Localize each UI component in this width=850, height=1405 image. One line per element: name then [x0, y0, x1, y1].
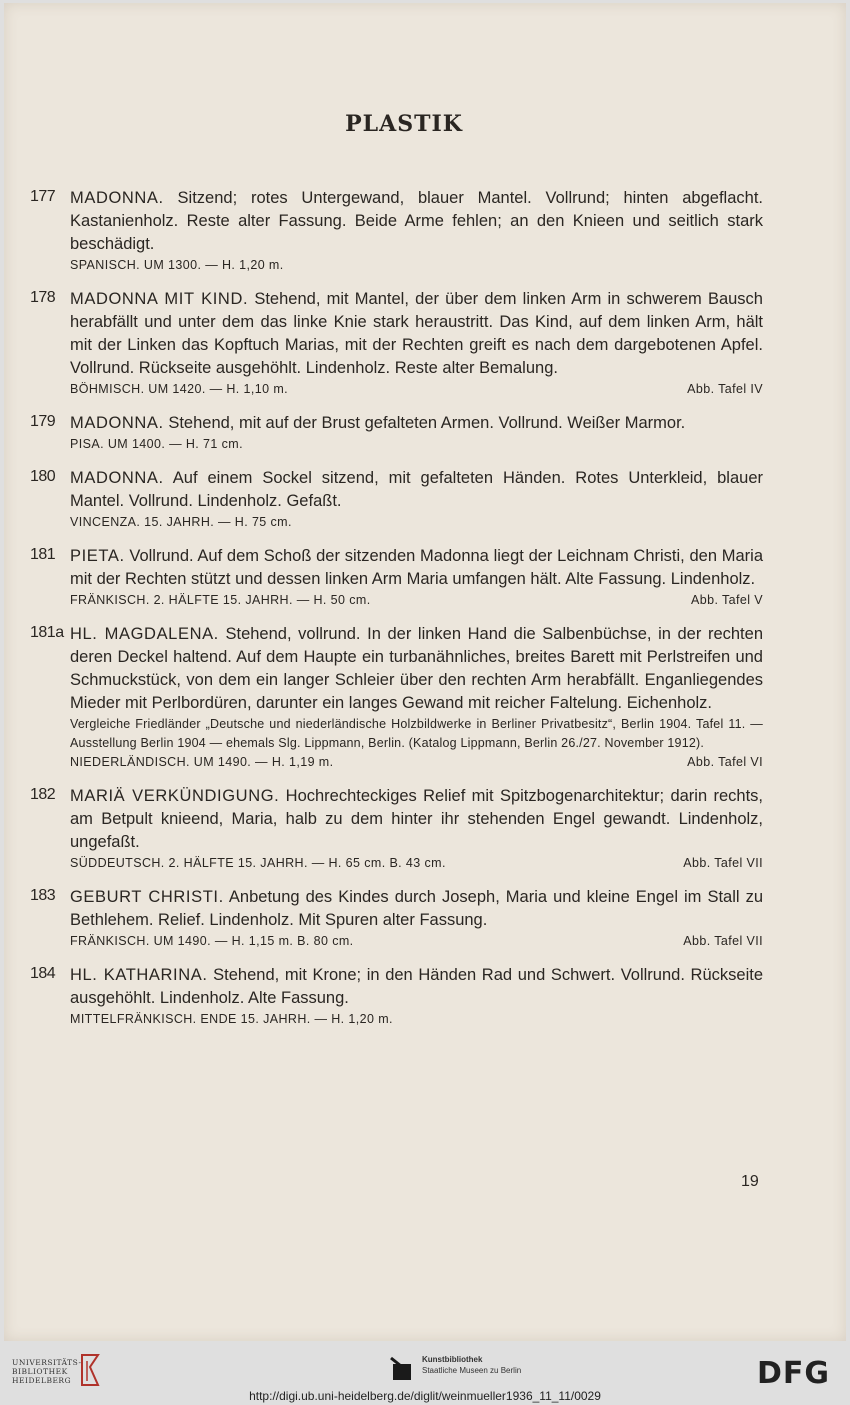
catalog-entry [30, 412, 763, 454]
entry-number: 184 [30, 965, 56, 982]
uni-logo-line: UNIVERSITÄTS- [12, 1358, 82, 1367]
uni-logo-line: BIBLIOTHEK [12, 1367, 68, 1376]
entry-origin: VINCENZA. 15. JAHRH. — H. 75 cm. [70, 515, 292, 529]
dfg-logo[interactable]: DFG [757, 1356, 831, 1391]
kb-title: Kunstbibliothek [422, 1355, 483, 1364]
entry-title: MADONNA MIT KIND. [70, 290, 249, 308]
catalog-entry [30, 467, 763, 532]
entry-description [70, 623, 763, 715]
catalog-entry [30, 288, 763, 399]
kb-subtitle: Staatliche Museen zu Berlin [422, 1366, 522, 1375]
entry-body: Stehend, mit Krone; in den Händen Rad und Schwert. Vollrund. Rückseite ausgehöhlt. Lindenholz. Alte Fassung. [70, 966, 763, 1007]
entry-origin: NIEDERLÄNDISCH. UM 1490. — H. 1,19 m. [70, 755, 334, 769]
entry-meta [70, 932, 763, 951]
entry-title: MARIÄ VERKÜNDIGUNG. [70, 787, 280, 805]
entry-body: Anbetung des Kindes durch Joseph, Maria und kleine Engel im Stall zu Bethlehem. Relief. Lindenholz. Mit Spuren alter Fassung. [70, 888, 763, 929]
entry-meta [70, 435, 763, 454]
catalog-entry [30, 187, 763, 275]
entry-description [70, 785, 763, 854]
entry-body: Hochrechteckiges Relief mit Spitzbogenarchitektur; darin rechts, am Betpult knieend, Maria, halb zu dem hinter ihr stehenden Engel gewandt. Lindenholz, ungefaßt. [70, 787, 763, 851]
entry-origin: PISA. UM 1400. — H. 71 cm. [70, 437, 243, 451]
entry-meta [70, 1010, 763, 1029]
entry-number: 182 [30, 786, 56, 803]
entry-plate: Abb. Tafel V [691, 593, 763, 607]
entry-origin: MITTELFRÄNKISCH. ENDE 15. JAHRH. — H. 1,20 m. [70, 1012, 393, 1026]
entry-plate: Abb. Tafel IV [687, 382, 763, 396]
kunstbibliothek-logo-icon[interactable] [389, 1356, 415, 1382]
entry-origin: BÖHMISCH. UM 1420. — H. 1,10 m. [70, 382, 289, 396]
entry-meta [70, 753, 763, 772]
entry-number: 180 [30, 468, 56, 485]
entry-plate: Abb. Tafel VII [683, 856, 763, 870]
entry-description [70, 288, 763, 380]
university-library-logo[interactable] [12, 1358, 82, 1385]
catalog-entries [30, 187, 763, 1042]
document-page [4, 3, 846, 1341]
entry-description [70, 964, 763, 1010]
entry-number: 179 [30, 413, 56, 430]
entry-title: HL. MAGDALENA. [70, 625, 219, 643]
permalink-url[interactable]: http://digi.ub.uni-heidelberg.de/diglit/weinmueller1936_11_11/0029 [249, 1389, 601, 1403]
entry-body: Stehend, mit auf der Brust gefalteten Armen. Vollrund. Weißer Marmor. [168, 414, 686, 432]
entry-meta [70, 854, 763, 873]
entry-description [70, 886, 763, 932]
entry-title: GEBURT CHRISTI. [70, 888, 224, 906]
entry-title: MADONNA. [70, 414, 164, 432]
entry-number: 177 [30, 188, 56, 205]
catalog-entry [30, 545, 763, 610]
catalog-entry [30, 886, 763, 951]
page-title: PLASTIK [345, 111, 463, 137]
viewer-footer [0, 1345, 850, 1405]
entry-origin: SPANISCH. UM 1300. — H. 1,20 m. [70, 258, 284, 272]
entry-description [70, 412, 763, 435]
entry-reference: Vergleiche Friedländer „Deutsche und niederländische Holzbildwerke in Berliner Privatbesitz“, Berlin 1904. Tafel 11. — Ausstellung Berlin 1904 — ehemals Slg. Lippmann, Berlin. (Katalog Lippmann, Berlin 26./27. November 1912). [70, 717, 763, 750]
entry-description [70, 187, 763, 256]
university-emblem-icon [78, 1353, 102, 1387]
entry-meta [70, 591, 763, 610]
entry-meta [70, 380, 763, 399]
entry-origin: FRÄNKISCH. UM 1490. — H. 1,15 m. B. 80 cm. [70, 934, 354, 948]
entry-body: Vollrund. Auf dem Schoß der sitzenden Madonna liegt der Leichnam Christi, den Maria mit der Rechten stützt und dessen linken Arm Maria umfangen hält. Alte Fassung. Lindenholz. [70, 547, 763, 588]
entry-title: MADONNA. [70, 189, 164, 207]
catalog-entry [30, 623, 763, 772]
entry-body: Auf einem Sockel sitzend, mit gefalteten Händen. Rotes Unterkleid, blauer Mantel. Vollrund. Lindenholz. Gefaßt. [70, 469, 763, 510]
uni-logo-line: HEIDELBERG [12, 1376, 72, 1385]
entry-origin: SÜDDEUTSCH. 2. HÄLFTE 15. JAHRH. — H. 65 cm. B. 43 cm. [70, 856, 446, 870]
entry-meta [70, 513, 763, 532]
page-number: 19 [741, 1173, 759, 1190]
entry-plate: Abb. Tafel VII [683, 934, 763, 948]
entry-body: Stehend, mit Mantel, der über dem linken Arm in schwerem Bausch herabfällt und unter dem das linke Knie stark heraustritt. Das Kind, auf dem linken Arm, hält mit der Linken das Kopftuch Marias, mit der Rechten greift es nach dem dargebotenen Apfel. Vollrund. Rückseite ausgehöhlt. Lindenholz. Reste alter Bemalung. [70, 290, 763, 377]
entry-body: Stehend, vollrund. In der linken Hand die Salbenbüchse, in der rechten deren Deckel haltend. Auf dem Haupte ein turbanähnliches, breites Barett mit Perlstreifen und Schmuckstück, von dem ein langer Schleier über den rechten Arm herabfällt. Enganliegendes Mieder mit Perlbordüren, darunter ein langes Gewand mit reicher Faltelung. Eichenholz. [70, 625, 763, 712]
entry-title: HL. KATHARINA. [70, 966, 208, 984]
entry-plate: Abb. Tafel VI [687, 755, 763, 769]
kunstbibliothek-label [422, 1354, 521, 1376]
entry-number: 181a [30, 624, 64, 641]
entry-description [70, 545, 763, 591]
entry-title: PIETA. [70, 547, 125, 565]
entry-number: 178 [30, 289, 56, 306]
entry-number: 183 [30, 887, 56, 904]
catalog-entry [30, 964, 763, 1029]
entry-title: MADONNA. [70, 469, 164, 487]
catalog-entry [30, 785, 763, 873]
entry-origin: FRÄNKISCH. 2. HÄLFTE 15. JAHRH. — H. 50 cm. [70, 593, 371, 607]
entry-description [70, 467, 763, 513]
entry-body: Sitzend; rotes Untergewand, blauer Mantel. Vollrund; hinten abgeflacht. Kastanienholz. Reste alter Fassung. Beide Arme fehlen; an den Knieen und seitlich stark beschädigt. [70, 189, 763, 253]
entry-meta [70, 256, 763, 275]
entry-number: 181 [30, 546, 56, 563]
